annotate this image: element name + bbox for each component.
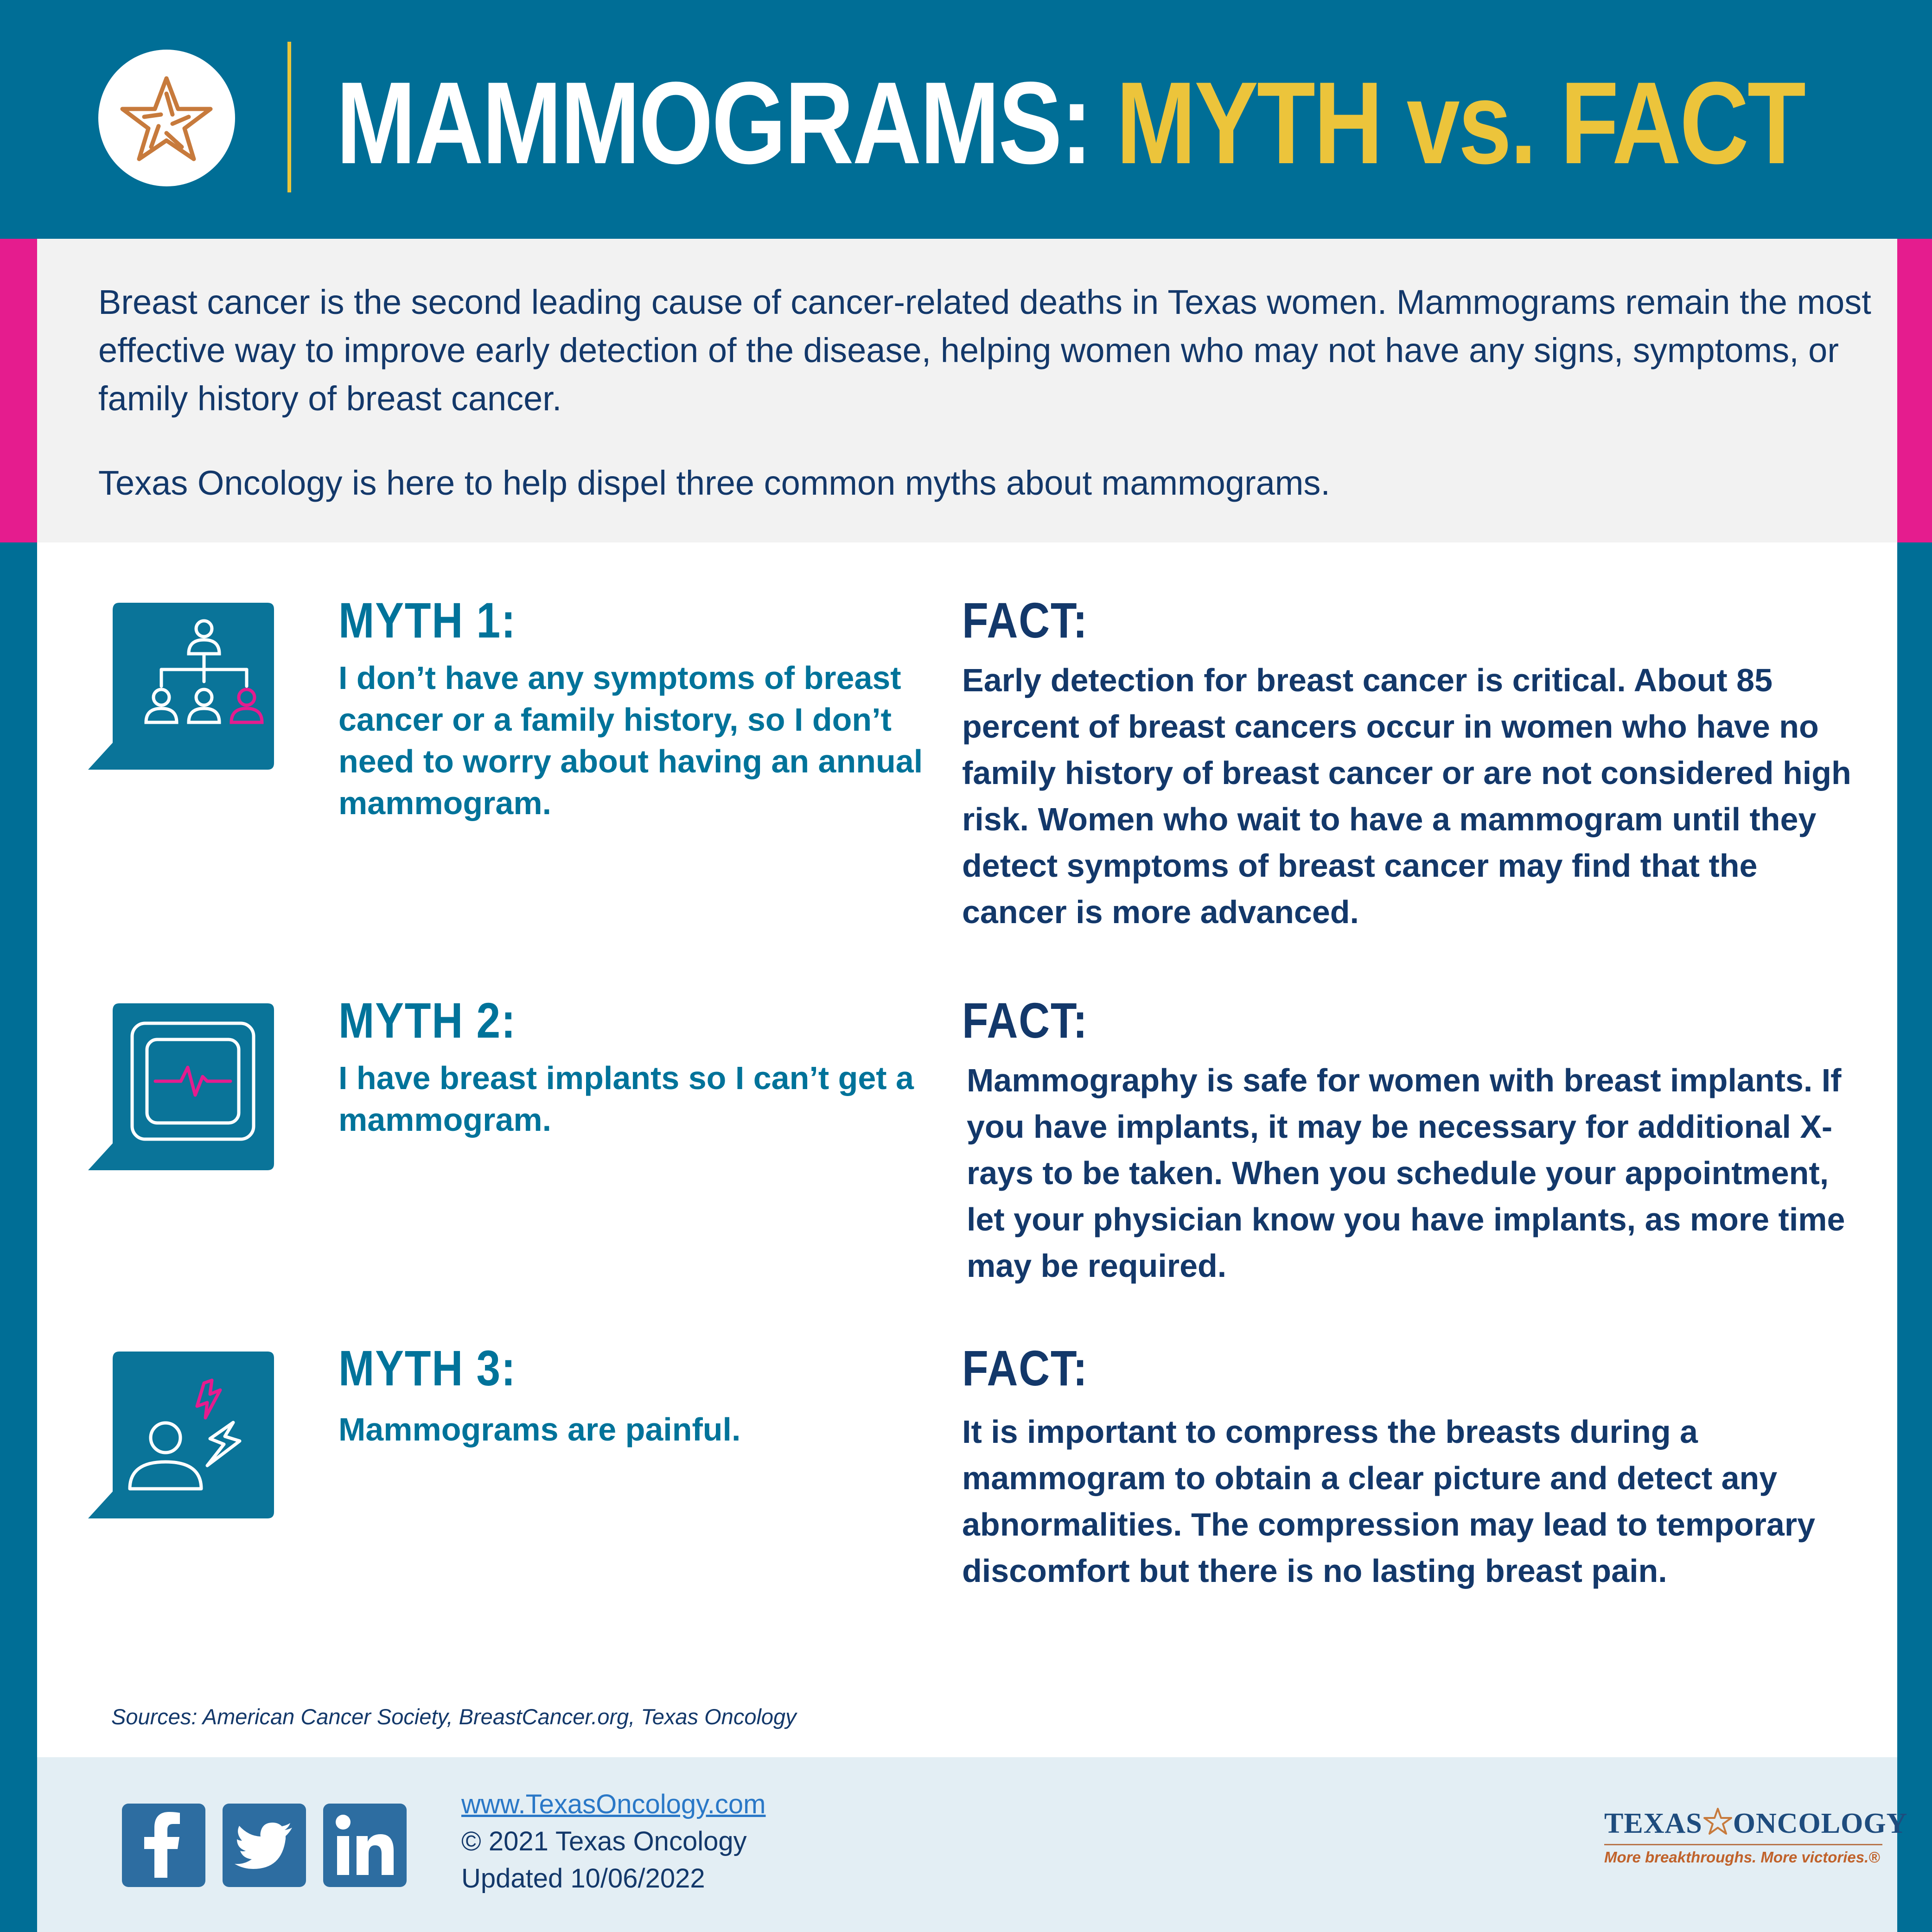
footer	[37, 1757, 1908, 1932]
header-divider	[287, 42, 291, 192]
myth-1-label: MYTH 1:	[338, 592, 516, 648]
family-tree-icon	[86, 597, 297, 783]
fact-3-label: FACT:	[962, 1340, 1088, 1396]
myth-3-label: MYTH 3:	[338, 1340, 516, 1396]
title-main: MAMMOGRAMS:	[336, 58, 1091, 188]
logo	[98, 50, 235, 186]
fact-2-text: Mammography is safe for women with breast implants. If you have implants, it may be necessary for additional X-rays to be taken. When you schedule your appointment, let your physician know you have implants, as more time may be required.	[967, 1062, 1845, 1284]
facebook-button[interactable]	[122, 1804, 205, 1887]
brand-divider	[1604, 1844, 1882, 1845]
pink-accent-right	[1897, 239, 1932, 542]
twitter-button[interactable]	[223, 1804, 306, 1887]
title-accent: MYTH vs. FACT	[1116, 58, 1804, 188]
person-pain-icon	[86, 1346, 297, 1531]
website-link[interactable]: www.TexasOncology.com	[461, 1789, 766, 1819]
myth-3-text: Mammograms are painful.	[338, 1411, 741, 1447]
pink-accent-left	[0, 239, 37, 542]
linkedin-icon	[323, 1804, 407, 1887]
brand-name	[1604, 1807, 1907, 1840]
fact-1-label: FACT:	[962, 592, 1088, 648]
texas-oncology-logo	[1604, 1792, 1908, 1885]
brand-star-icon	[1702, 1807, 1733, 1836]
sources-note: Sources: American Cancer Society, BreastCancer.org, Texas Oncology	[111, 1704, 797, 1729]
myth-2-text: I have breast implants so I can’t get a mammogram.	[338, 1060, 914, 1138]
header	[0, 0, 1932, 239]
page-title	[336, 59, 1804, 187]
brand-tagline: More breakthroughs. More victories.®	[1604, 1849, 1880, 1866]
twitter-icon	[223, 1804, 306, 1887]
fact-3-text: It is important to compress the breasts during a mammogram to obtain a clear picture and detect any abnormalities. The compression may lead to temporary discomfort but there is no lasting breast pain.	[962, 1414, 1815, 1589]
brand-right: ONCOLOGY	[1733, 1808, 1908, 1839]
intro-section	[37, 239, 1897, 542]
fact-2-label: FACT:	[962, 992, 1088, 1048]
fact-1-text: Early detection for breast cancer is critical. About 85 percent of breast cancers occur in women who have no family history of breast cancer or are not considered high risk. Women who wait to have a mammogram until they detect symptoms of breast cancer may find that the cancer is more advanced.	[962, 662, 1851, 930]
star-logo-icon	[98, 50, 235, 186]
monitor-heartbeat-icon	[86, 998, 297, 1183]
facebook-icon	[122, 1804, 205, 1887]
brand-left: TEXAS	[1604, 1808, 1702, 1839]
myth-2-label: MYTH 2:	[338, 992, 516, 1048]
linkedin-button[interactable]	[323, 1804, 407, 1887]
myth-1-text: I don’t have any symptoms of breast cancer or a family history, so I don’t need to worry about having an annual mammogram.	[338, 660, 923, 821]
myth-fact-section	[37, 542, 1897, 1757]
updated-date: Updated 10/06/2022	[461, 1863, 705, 1894]
copyright: © 2021 Texas Oncology	[461, 1826, 747, 1856]
intro-paragraph-1: Breast cancer is the second leading cause of cancer-related deaths in Texas women. Mammograms remain the most effective way to improve early detection of the disease, helping women who may not have any signs, symptoms, or family history of breast cancer.	[98, 283, 1871, 418]
intro-paragraph-2: Texas Oncology is here to help dispel three common myths about mammograms.	[98, 464, 1330, 502]
